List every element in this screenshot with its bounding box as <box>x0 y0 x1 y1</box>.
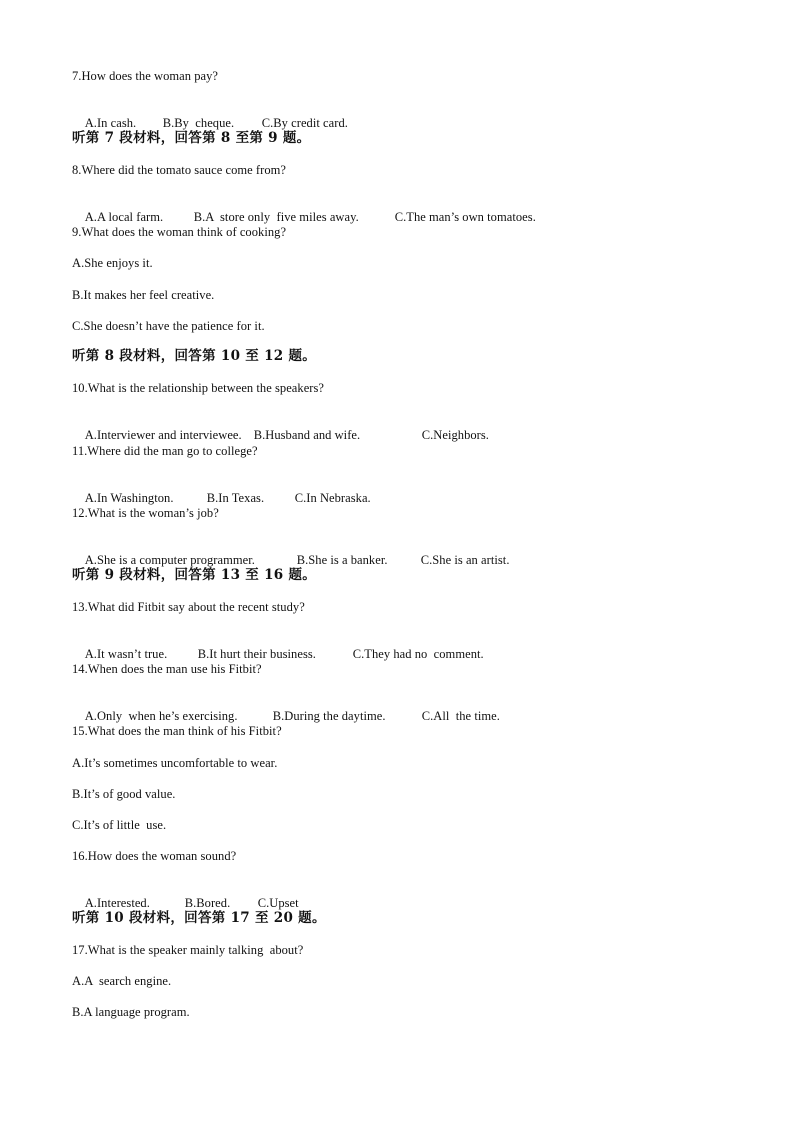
option-c: C.She is an artist. <box>420 553 510 567</box>
question-11: 11.Where did the man go to college? <box>72 444 258 458</box>
option-15c: C.It’s of little use. <box>72 818 167 832</box>
option-b: B.She is a banker. <box>296 553 388 567</box>
option-c: C.Upset <box>257 896 299 910</box>
option-a: A.In cash. <box>84 116 137 130</box>
question-15: 15.What does the man think of his Fitbit? <box>72 724 282 738</box>
option-15a: A.It’s sometimes uncomfortable to wear. <box>72 756 278 770</box>
section-heading-10: 听第 10 段材料，回答第 17 至 20 题。 <box>72 910 326 926</box>
option-a: A.It wasn’t true. <box>84 647 168 661</box>
option-a: A.Interested. <box>84 896 150 910</box>
option-c: C.The man’s own tomatoes. <box>394 210 536 224</box>
option-a: A.Interviewer and interviewee. <box>84 428 242 442</box>
option-b: B.Bored. <box>184 896 231 910</box>
option-17b: B.A language program. <box>72 1005 190 1019</box>
option-9a: A.She enjoys it. <box>72 256 153 270</box>
section-heading-7: 听第 7 段材料，回答第 8 至第 9 题。 <box>72 130 311 146</box>
option-b: B.A store only five miles away. <box>193 210 359 224</box>
option-17a: A.A search engine. <box>72 974 172 988</box>
option-9c: C.She doesn’t have the patience for it. <box>72 319 265 333</box>
option-b: B.During the daytime. <box>272 709 386 723</box>
option-c: C.In Nebraska. <box>294 491 371 505</box>
option-a: A.She is a computer programmer. <box>84 553 255 567</box>
question-7: 7.How does the woman pay? <box>72 69 219 83</box>
question-14: 14.When does the man use his Fitbit? <box>72 662 262 676</box>
option-b: B.Husband and wife. <box>253 428 361 442</box>
option-15b: B.It’s of good value. <box>72 787 176 801</box>
question-12: 12.What is the woman’s job? <box>72 506 219 520</box>
question-13: 13.What did Fitbit say about the recent study? <box>72 600 305 614</box>
option-b: B.It hurt their business. <box>197 647 316 661</box>
question-10: 10.What is the relationship between the speakers? <box>72 381 325 395</box>
question-9: 9.What does the woman think of cooking? <box>72 225 287 239</box>
option-a: A.Only when he’s exercising. <box>84 709 238 723</box>
option-9b: B.It makes her feel creative. <box>72 288 215 302</box>
option-b: B.In Texas. <box>206 491 265 505</box>
section-heading-8: 听第 8 段材料，回答第 10 至 12 题。 <box>72 348 317 364</box>
option-b: B.By cheque. <box>162 116 235 130</box>
question-16: 16.How does the woman sound? <box>72 849 237 863</box>
section-heading-9: 听第 9 段材料，回答第 13 至 16 题。 <box>72 567 317 583</box>
option-c: C.Neighbors. <box>421 428 489 442</box>
question-8: 8.Where did the tomato sauce come from? <box>72 163 287 177</box>
option-c: C.All the time. <box>421 709 500 723</box>
option-c: C.They had no comment. <box>352 647 484 661</box>
question-17: 17.What is the speaker mainly talking about? <box>72 943 304 957</box>
option-c: C.By credit card. <box>261 116 348 130</box>
option-a: A.A local farm. <box>84 210 164 224</box>
option-a: A.In Washington. <box>84 491 174 505</box>
